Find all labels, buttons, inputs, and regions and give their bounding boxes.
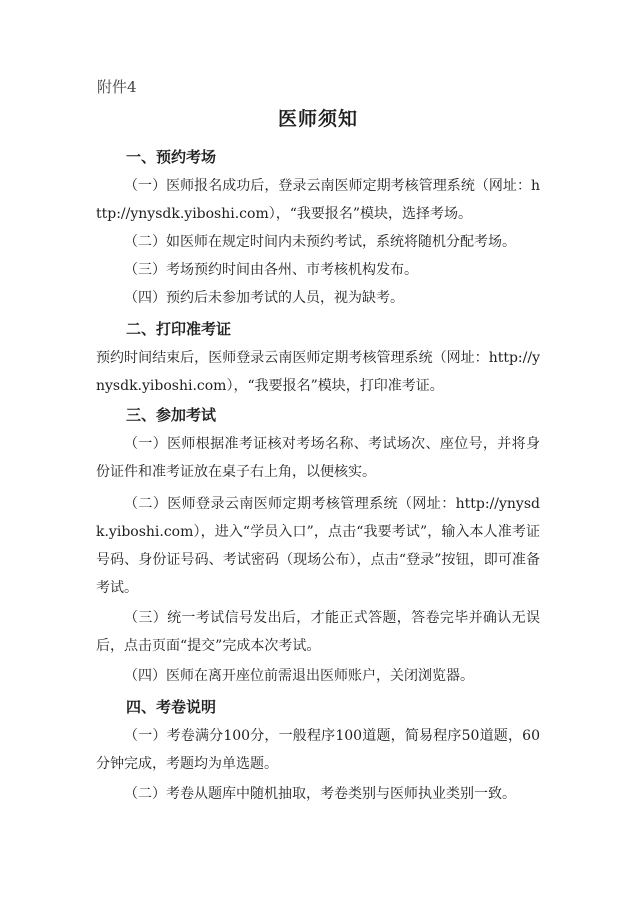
attachment-label: 附件4	[97, 78, 137, 96]
paragraph: （二）考卷从题库中随机抽取，考卷类别与医师执业类别一致。	[124, 786, 516, 802]
section-heading-print-ticket: 二、打印准考证	[126, 320, 232, 338]
paragraph: （一）医师根据准考证核对考场名称、考试场次、座位号，并将身份证件和准考证放在桌子右上角，以便核实。	[96, 436, 540, 480]
paragraph: （二）医师登录云南医师定期考核管理系统（网址：http://ynysdk.yiboshi.com），进入“学员入口”，点击“我要考试”，输入本人准考证号码、身份证号码、考试密码（现场公布），点击“登录”按钮，即可准备考试。	[96, 496, 540, 596]
section-heading-take-exam: 三、参加考试	[126, 406, 217, 424]
paragraph: （三）统一考试信号发出后，才能正式答题，答卷完毕并确认无误后，点击页面“提交”完成本次考试。	[96, 610, 540, 654]
paragraph: （三）考场预约时间由各州、市考核机构发布。	[124, 262, 418, 278]
paragraph: （一）医师报名成功后，登录云南医师定期考核管理系统（网址：http://ynysdk.yiboshi.com），“我要报名”模块，选择考场。	[96, 178, 540, 222]
page-title: 医师须知	[277, 108, 358, 130]
paragraph: 预约时间结束后，医师登录云南医师定期考核管理系统（网址：http://ynysdk.yiboshi.com），“我要报名”模块，打印准考证。	[96, 350, 540, 394]
paragraph: （四）预约后未参加考试的人员，视为缺考。	[124, 290, 404, 306]
section-heading-booking: 一、预约考场	[126, 148, 217, 166]
paragraph: （二）如医师在规定时间内未预约考试，系统将随机分配考场。	[124, 234, 516, 250]
paragraph: （四）医师在离开座位前需退出医师账户，关闭浏览器。	[124, 668, 474, 684]
paragraph: （一）考卷满分100分，一般程序100道题，简易程序50道题，60分钟完成，考题均为单选题。	[96, 728, 540, 772]
section-heading-exam-paper: 四、考卷说明	[126, 698, 217, 716]
